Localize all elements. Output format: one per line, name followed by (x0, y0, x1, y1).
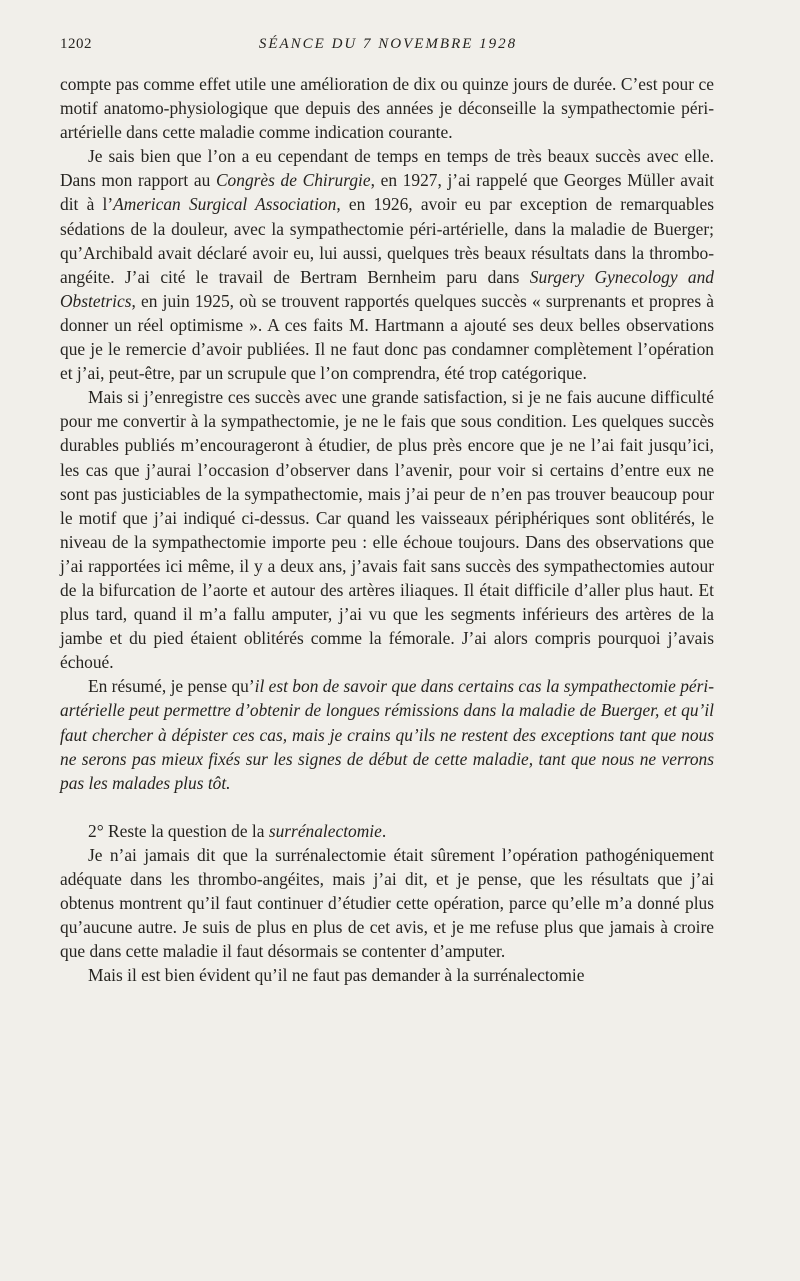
page-number: 1202 (60, 36, 92, 52)
italic-title: Surgery Gynecology and Obstetrics (60, 266, 714, 311)
section-heading-2 (60, 819, 714, 843)
text-segment: , en juin 1925, où se trouvent rapportés quelques succès « surprenants et propres à donner un réel optimisme ». A ces faits M. Hartmann a ajouté ses deux belles observations que je le remercie d’avoir publiées. Il ne faut donc pas condamner complètement l’opération et j’ai, peut-être, par un scrupule que l’on comprendra, été trop catégorique. (60, 290, 714, 384)
paragraph-1 (60, 72, 714, 144)
paragraph-6 (60, 963, 714, 987)
text-segment: Mais si j’enregistre ces succès avec une grande satisfaction, si je ne fais aucune difficulté pour me convertir à la sympathectomie, je ne le fais que sous condition. Les quelques succès durables publiés m’encourageront à étudier, de plus près encore que je ne l’ai fait jusqu’ici, les cas que j’aurai l’occasion d’observer dans l’avenir, pour voir si certains d’entre eux ne sont pas justiciables de la sympathectomie, mais j’ai peur de n’en pas trouver beaucoup pour le motif que j’ai indiqué ci-dessus. Car quand les vaisseaux périphériques sont oblitérés, le niveau de la sympathectomie importe peu : elle échoue toujours. Dans des observations que j’ai rapportées ici même, il y a deux ans, j’avais fait sans succès des sympathectomies autour de la bifurcation de l’aorte et autour des artères iliaques. Il était difficile d’aller plus haut. Et plus tard, quand il m’a fallu amputer, j’ai vu que les segments inférieurs des artères de la jambe et du pied étaient oblitérés comme la fémorale. J’ai alors compris pourquoi j’avais échoué. (60, 387, 714, 673)
paragraph-5 (60, 843, 714, 963)
italic-term: surrénalectomie (268, 820, 382, 841)
paragraph-3 (60, 385, 714, 674)
page-header (60, 36, 716, 58)
text-segment: Je sais bien que l’on a eu cependant de temps en temps de très beaux succès avec elle. Dans mon rapport au (60, 146, 714, 191)
running-title: SÉANCE DU 7 NOVEMBRE 1928 (258, 36, 518, 52)
page-body (60, 72, 714, 987)
text-segment: . (381, 820, 387, 841)
text-segment: compte pas comme effet utile une amélioration de dix ou quinze jours de durée. C’est pour ce motif anatomo-physiologique que depuis des années je déconseille la sympathectomie péri-artérielle dans cette maladie comme indication courante. (60, 74, 714, 143)
italic-conclusion: il est bon de savoir que dans certains cas la sympathectomie péri-artérielle peut permettre d’obtenir de longues rémissions dans la maladie de Buerger, et qu’il faut chercher à dépister ces cas, mais je crains qu’ils ne restent des exceptions tant que nous ne serons pas mieux fixés sur les signes de début de cette maladie, tant que nous ne verrons pas les malades plus tôt. (60, 676, 714, 793)
paragraph-summary (60, 674, 714, 794)
italic-title: American Surgical Association (113, 194, 337, 215)
text-segment: Je n’ai jamais dit que la surrénalectomie était sûrement l’opération pathogéniquement adéquate dans les thrombo-angéites, mais j’ai dit, et je pense, que les résultats que j’ai obtenus montrent qu’il faut continuer d’étudier cette opération, parce qu’elle m’a donné plus qu’aucune autre. Je suis de plus en plus de cet avis, et je me refuse plus que jamais à croire que dans cette maladie il faut désormais se contenter d’amputer. (60, 844, 714, 962)
text-segment: , en 1927, j’ai rappelé que Georges Müller avait dit à l’ (60, 170, 714, 215)
text-segment: Mais il est bien évident qu’il ne faut pas demander à la surrénalectomie (88, 965, 585, 986)
text-segment: , en 1926, avoir eu par exception de remarquables sédations de la douleur, avec la sympathectomie péri-artérielle, dans la maladie de Buerger; qu’Archibald avait déclaré avoir eu, lui aussi, quelques très beaux résultats dans la thrombo-angéite. J’ai cité le travail de Bertram Bernheim paru dans (60, 194, 714, 287)
text-segment: En résumé, je pense qu’ (88, 676, 255, 697)
paragraph-2 (60, 144, 714, 385)
italic-title: Congrès de Chirurgie (215, 170, 371, 191)
text-segment: 2° Reste la question de la (88, 820, 269, 841)
